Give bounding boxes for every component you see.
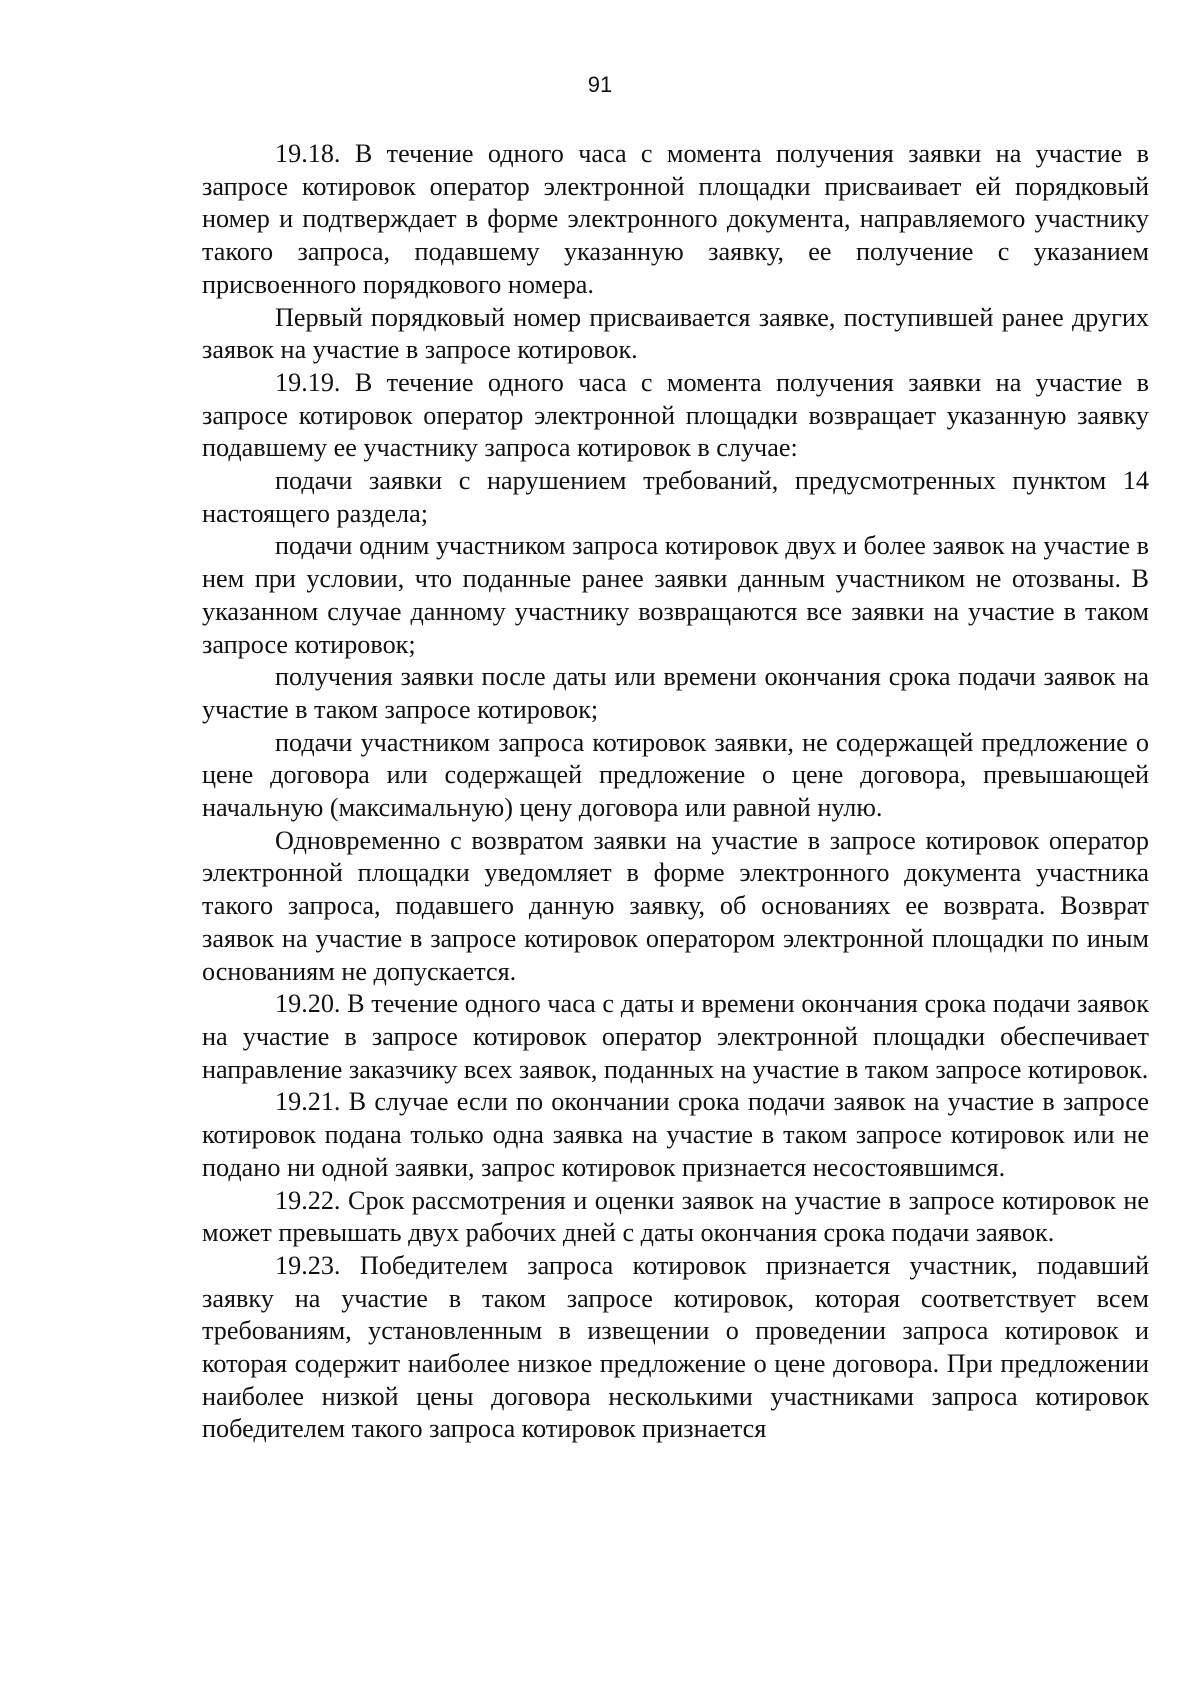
page-number: 91 [587, 72, 613, 97]
paragraph-19-18: 19.18. В течение одного часа с момента получения заявки на участие в запросе котировок оператор электронной площадки присваивает ей порядковый номер и подтверждает в форме электронного документа, направляемого участнику такого запроса, подавшему указанную заявку, ее получение с указанием присвоенного порядкового номера. [202, 139, 1149, 299]
paragraph-19-19: 19.19. В течение одного часа с момента получения заявки на участие в запросе котировок оператор электронной площадки возвращает указанную заявку подавшему ее участнику запроса котировок в случае: [202, 367, 1149, 463]
paragraph-19-23: 19.23. Победителем запроса котировок признается участник, подавший заявку на участие в таком запросе котировок, которая соответствует всем требованиям, установленным в извещении о проведении запроса котировок и которая содержит наиболее низкое предложение о цене договора. При предложении наиболее низкой цены договора несколькими участниками запроса котировок победителем такого запроса котировок признается [202, 1250, 1149, 1444]
paragraph-notification: Одновременно с возвратом заявки на участие в запросе котировок оператор электронной площадки уведомляет в форме электронного документа участника такого запроса, подавшего данную заявку, об основаниях ее возврата. Возврат заявок на участие в запросе котировок оператором электронной площадки по иным основаниям не допускается. [202, 825, 1149, 986]
paragraph-first-number: Первый порядковый номер присваивается заявке, поступившей ранее других заявок на участие в запросе котировок. [202, 302, 1149, 365]
paragraph-case-price: подачи участником запроса котировок заявки, не содержащей предложение о цене договора или содержащей предложение о цене договора, превышающей начальную (максимальную) цену договора или равной нулю. [202, 727, 1149, 823]
paragraph-19-20: 19.20. В течение одного часа с даты и времени окончания срока подачи заявок на участие в запросе котировок оператор электронной площадки обеспечивает направление заказчику всех заявок, поданных на участие в таком запросе котировок. [202, 989, 1149, 1084]
paragraph-19-21: 19.21. В случае если по окончании срока подачи заявок на участие в запросе котировок подана только одна заявка на участие в таком запросе котировок или не подано ни одной заявки, запрос котировок признается несостоявшимся. [202, 1087, 1149, 1182]
paragraph-19-22: 19.22. Срок рассмотрения и оценки заявок на участие в запросе котировок не может превышать двух рабочих дней с даты окончания срока подачи заявок. [202, 1185, 1149, 1248]
paragraph-case-requirements: подачи заявки с нарушением требований, предусмотренных пунктом 14 настоящего раздела; [202, 466, 1149, 528]
document-body [202, 138, 1149, 1446]
paragraph-case-duplicate: подачи одним участником запроса котировок двух и более заявок на участие в нем при условии, что поданные ранее заявки данным участником не отозваны. В указанном случае данному участнику возвращаются все заявки на участие в таком запросе котировок; [202, 531, 1149, 659]
paragraph-case-late: получения заявки после даты или времени окончания срока подачи заявок на участие в таком запросе котировок; [202, 662, 1149, 724]
